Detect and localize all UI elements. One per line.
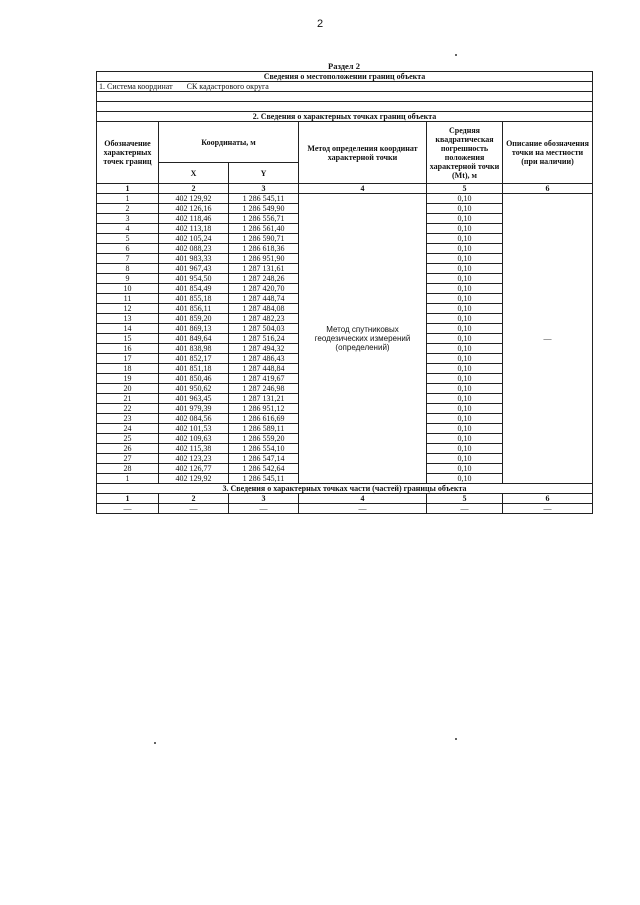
- s3-cell: —: [503, 504, 593, 514]
- point-number: 4: [97, 224, 159, 234]
- point-number: 15: [97, 334, 159, 344]
- point-x: 402 118,46: [159, 214, 229, 224]
- point-accuracy: 0,10: [427, 434, 503, 444]
- point-y: 1 286 951,90: [229, 254, 299, 264]
- blank-row: [97, 102, 593, 112]
- point-accuracy: 0,10: [427, 314, 503, 324]
- col-number: 3: [229, 184, 299, 194]
- point-number: 2: [97, 204, 159, 214]
- point-number: 28: [97, 464, 159, 474]
- col-number: 5: [427, 184, 503, 194]
- point-y: 1 286 561,40: [229, 224, 299, 234]
- point-number: 25: [97, 434, 159, 444]
- s3-cell: —: [97, 504, 159, 514]
- col-number: 6: [503, 184, 593, 194]
- point-number: 16: [97, 344, 159, 354]
- scan-speck: [154, 742, 156, 744]
- scan-speck: [455, 738, 457, 740]
- point-number: 6: [97, 244, 159, 254]
- point-x: 402 113,18: [159, 224, 229, 234]
- point-number: 1: [97, 194, 159, 204]
- point-accuracy: 0,10: [427, 384, 503, 394]
- point-x: 401 859,20: [159, 314, 229, 324]
- point-y: 1 286 616,69: [229, 414, 299, 424]
- point-y: 1 287 420,70: [229, 284, 299, 294]
- point-number: 5: [97, 234, 159, 244]
- point-accuracy: 0,10: [427, 424, 503, 434]
- point-number: 10: [97, 284, 159, 294]
- s3-cell: —: [299, 504, 427, 514]
- point-x: 402 129,92: [159, 194, 229, 204]
- point-accuracy: 0,10: [427, 374, 503, 384]
- point-number: 23: [97, 414, 159, 424]
- point-y: 1 286 545,11: [229, 194, 299, 204]
- point-x: 402 101,53: [159, 424, 229, 434]
- col-number: 1: [97, 494, 159, 504]
- point-x: 401 950,62: [159, 384, 229, 394]
- col-number: 2: [159, 494, 229, 504]
- page-number: 2: [316, 18, 324, 30]
- point-x: 402 123,23: [159, 454, 229, 464]
- point-y: 1 286 559,20: [229, 434, 299, 444]
- point-accuracy: 0,10: [427, 414, 503, 424]
- point-y: 1 286 590,71: [229, 234, 299, 244]
- boundary-table: [96, 71, 593, 514]
- col-number: 6: [503, 494, 593, 504]
- header-method: Метод определения координат характерной точки: [299, 122, 427, 184]
- point-accuracy: 0,10: [427, 344, 503, 354]
- point-y: 1 286 549,90: [229, 204, 299, 214]
- s1-title: Сведения о местоположении границ объекта: [97, 72, 593, 82]
- point-number: 20: [97, 384, 159, 394]
- point-y: 1 287 448,74: [229, 294, 299, 304]
- point-number: 3: [97, 214, 159, 224]
- point-y: 1 287 131,21: [229, 394, 299, 404]
- point-accuracy: 0,10: [427, 204, 503, 214]
- s3-cell: —: [159, 504, 229, 514]
- point-x: 401 851,18: [159, 364, 229, 374]
- point-accuracy: 0,10: [427, 214, 503, 224]
- point-accuracy: 0,10: [427, 294, 503, 304]
- col-number: 1: [97, 184, 159, 194]
- header-coords: Координаты, м: [159, 122, 299, 163]
- point-x: 402 088,23: [159, 244, 229, 254]
- point-x: 402 084,56: [159, 414, 229, 424]
- s3-title: 3. Сведения о характерных точках части (частей) границы объекта: [97, 484, 593, 494]
- point-y: 1 286 618,36: [229, 244, 299, 254]
- col-number: 2: [159, 184, 229, 194]
- point-accuracy: 0,10: [427, 444, 503, 454]
- table-row: [97, 194, 593, 204]
- header-designation: Обозначение характерных точек границ: [97, 122, 159, 184]
- point-number: 17: [97, 354, 159, 364]
- point-number: 14: [97, 324, 159, 334]
- point-x: 402 115,38: [159, 444, 229, 454]
- section-title: Раздел 2: [328, 61, 360, 71]
- point-number: 19: [97, 374, 159, 384]
- point-accuracy: 0,10: [427, 284, 503, 294]
- point-x: 402 105,24: [159, 234, 229, 244]
- point-y: 1 286 556,71: [229, 214, 299, 224]
- point-y: 1 286 547,14: [229, 454, 299, 464]
- point-y: 1 286 951,12: [229, 404, 299, 414]
- point-accuracy: 0,10: [427, 194, 503, 204]
- point-y: 1 286 554,10: [229, 444, 299, 454]
- point-accuracy: 0,10: [427, 224, 503, 234]
- point-x: 401 854,49: [159, 284, 229, 294]
- point-number: 8: [97, 264, 159, 274]
- point-x: 402 126,77: [159, 464, 229, 474]
- point-x: 401 850,46: [159, 374, 229, 384]
- point-accuracy: 0,10: [427, 454, 503, 464]
- point-x: 402 129,92: [159, 474, 229, 484]
- column-number-row: [97, 494, 593, 504]
- point-number: 22: [97, 404, 159, 414]
- point-x: 401 849,64: [159, 334, 229, 344]
- column-number-row: [97, 184, 593, 194]
- point-y: 1 287 248,26: [229, 274, 299, 284]
- point-y: 1 287 448,84: [229, 364, 299, 374]
- point-x: 401 855,18: [159, 294, 229, 304]
- point-number: 1: [97, 474, 159, 484]
- point-accuracy: 0,10: [427, 394, 503, 404]
- header-x: X: [159, 163, 229, 184]
- coord-system-row: [97, 82, 593, 92]
- point-y: 1 287 494,32: [229, 344, 299, 354]
- point-y: 1 287 484,08: [229, 304, 299, 314]
- s3-dash-row: [97, 504, 593, 514]
- point-y: 1 287 516,24: [229, 334, 299, 344]
- point-x: 401 967,43: [159, 264, 229, 274]
- point-x: 401 852,17: [159, 354, 229, 364]
- point-y: 1 287 482,23: [229, 314, 299, 324]
- point-x: 401 838,98: [159, 344, 229, 354]
- point-accuracy: 0,10: [427, 264, 503, 274]
- point-accuracy: 0,10: [427, 464, 503, 474]
- s2-title: 2. Сведения о характерных точках границ объекта: [97, 112, 593, 122]
- point-x: 401 979,39: [159, 404, 229, 414]
- coord-system-label: 1. Система координат: [99, 82, 173, 91]
- point-accuracy: 0,10: [427, 254, 503, 264]
- point-x: 401 856,11: [159, 304, 229, 314]
- point-x: 401 954,50: [159, 274, 229, 284]
- point-accuracy: 0,10: [427, 304, 503, 314]
- s3-cell: —: [427, 504, 503, 514]
- point-y: 1 286 589,11: [229, 424, 299, 434]
- point-accuracy: 0,10: [427, 364, 503, 374]
- coord-system-value: СК кадастрового округа: [186, 82, 269, 91]
- point-number: 21: [97, 394, 159, 404]
- header-description: Описание обозначения точки на местности (при наличии): [503, 122, 593, 184]
- description-cell: —: [503, 194, 593, 484]
- point-number: 13: [97, 314, 159, 324]
- s3-cell: —: [229, 504, 299, 514]
- point-number: 9: [97, 274, 159, 284]
- point-accuracy: 0,10: [427, 244, 503, 254]
- point-x: 401 963,45: [159, 394, 229, 404]
- point-y: 1 287 486,43: [229, 354, 299, 364]
- col-number: 4: [299, 184, 427, 194]
- point-accuracy: 0,10: [427, 274, 503, 284]
- point-y: 1 286 542,64: [229, 464, 299, 474]
- point-accuracy: 0,10: [427, 404, 503, 414]
- col-number: 5: [427, 494, 503, 504]
- point-x: 402 126,16: [159, 204, 229, 214]
- point-y: 1 287 246,98: [229, 384, 299, 394]
- point-y: 1 286 545,11: [229, 474, 299, 484]
- point-number: 18: [97, 364, 159, 374]
- point-y: 1 287 131,61: [229, 264, 299, 274]
- col-number: 4: [299, 494, 427, 504]
- method-cell: Метод спутниковых геодезических измерений (определений): [299, 194, 427, 484]
- point-y: 1 287 504,03: [229, 324, 299, 334]
- point-number: 7: [97, 254, 159, 264]
- point-accuracy: 0,10: [427, 334, 503, 344]
- point-number: 12: [97, 304, 159, 314]
- header-accuracy: Средняя квадратическая погрешность положения характерной точки (Mt), м: [427, 122, 503, 184]
- point-x: 401 983,33: [159, 254, 229, 264]
- point-x: 401 869,13: [159, 324, 229, 334]
- scan-speck: [455, 54, 457, 56]
- header-y: Y: [229, 163, 299, 184]
- point-accuracy: 0,10: [427, 324, 503, 334]
- point-x: 402 109,63: [159, 434, 229, 444]
- point-y: 1 287 419,67: [229, 374, 299, 384]
- point-accuracy: 0,10: [427, 354, 503, 364]
- point-number: 11: [97, 294, 159, 304]
- point-number: 27: [97, 454, 159, 464]
- col-number: 3: [229, 494, 299, 504]
- point-accuracy: 0,10: [427, 474, 503, 484]
- blank-row: [97, 92, 593, 102]
- point-number: 24: [97, 424, 159, 434]
- point-number: 26: [97, 444, 159, 454]
- point-accuracy: 0,10: [427, 234, 503, 244]
